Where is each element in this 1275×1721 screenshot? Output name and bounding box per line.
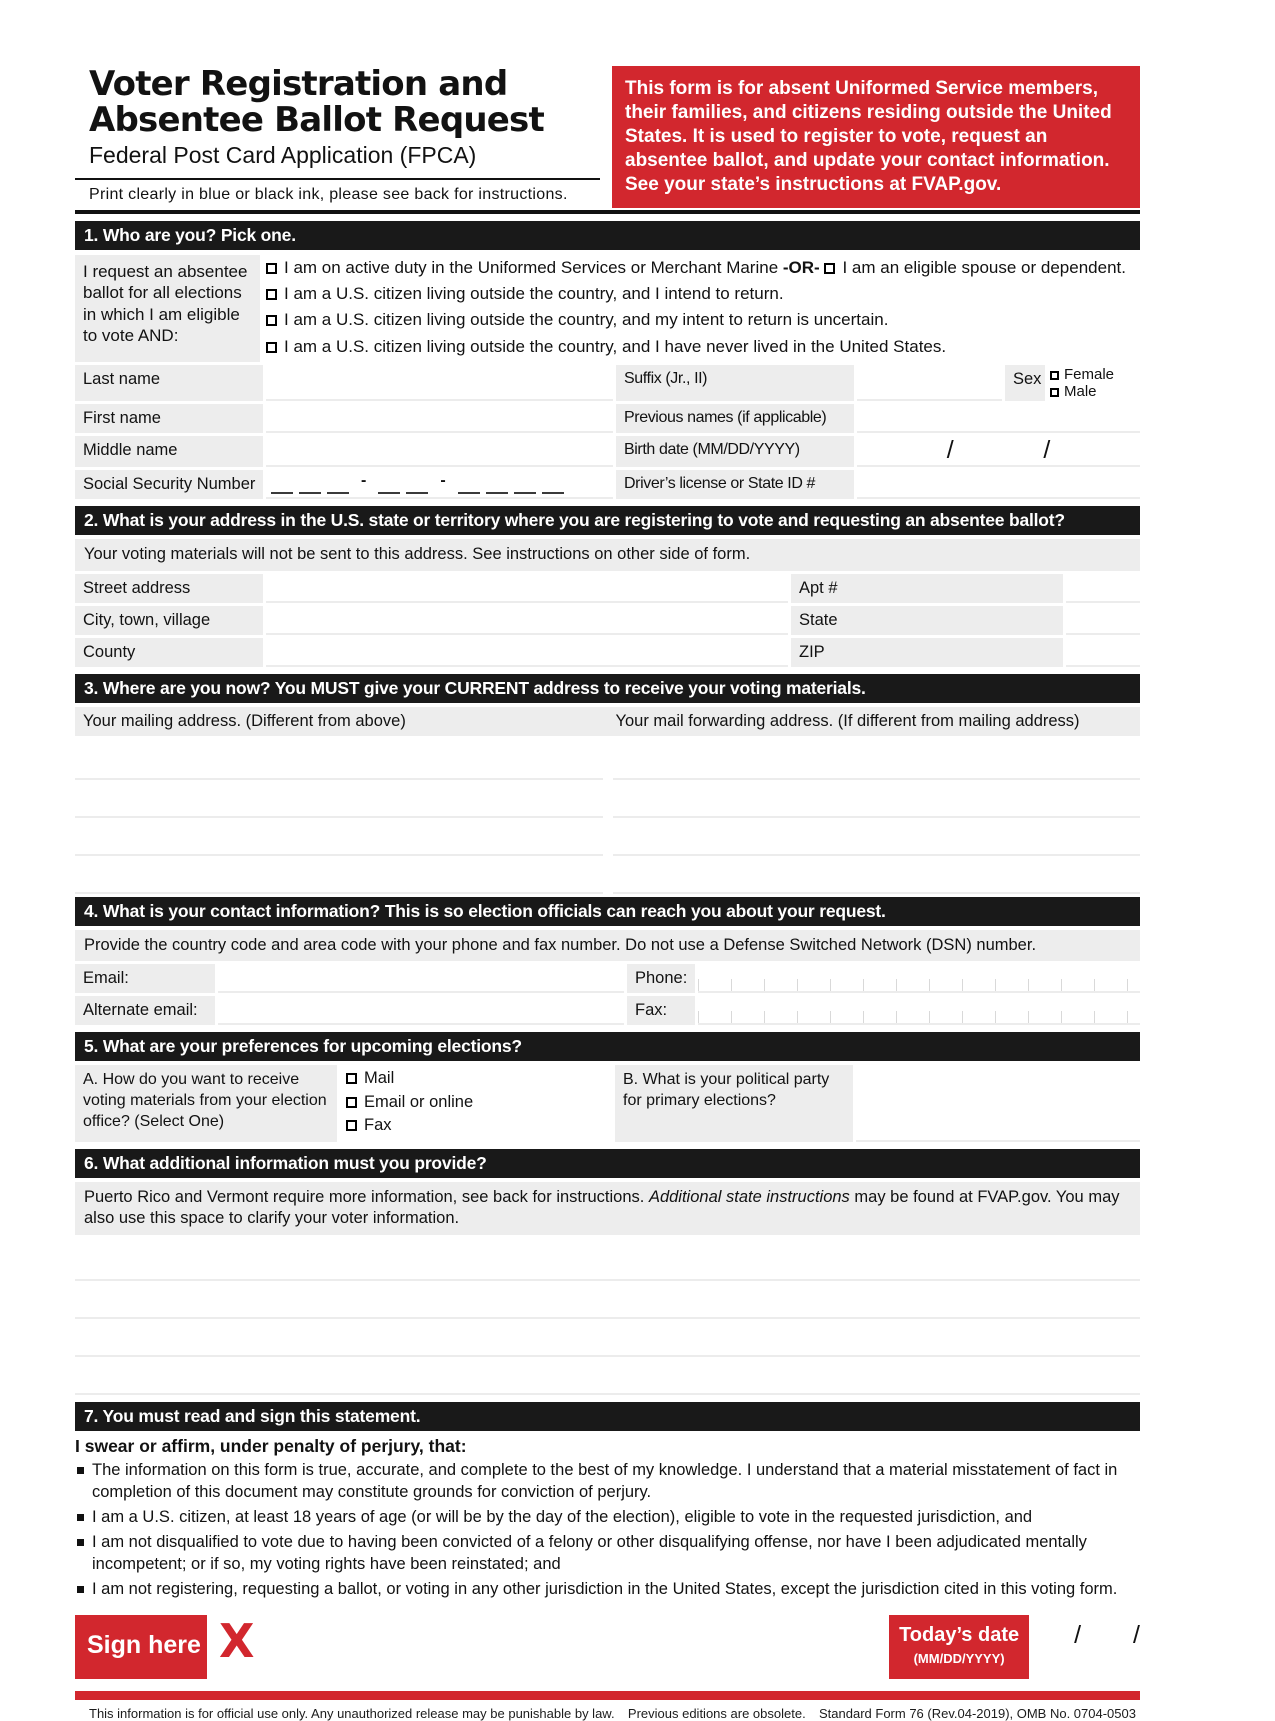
middle-name-label: Middle name xyxy=(75,436,263,467)
first-name-input[interactable] xyxy=(266,404,613,433)
state-label: State xyxy=(791,606,1063,635)
zip-label: ZIP xyxy=(791,638,1063,667)
signature-row xyxy=(75,1615,1140,1679)
write-line[interactable] xyxy=(75,854,603,856)
form-title xyxy=(75,66,600,139)
drivers-license-label: Driver’s license or State ID # xyxy=(616,470,854,499)
sex-options xyxy=(1048,365,1140,402)
section-2-heading: 2. What is your address in the U.S. state or territory where you are registering to vote and requesting an absentee ballot? xyxy=(75,506,1140,535)
ssn-input[interactable] xyxy=(266,470,613,499)
absentee-request-label: I request an absentee ballot for all elections in which I am eligible to vote AND: xyxy=(75,255,260,362)
footer-form-number: Standard Form 76 (Rev.04-2019), OMB No. 0704-0503 xyxy=(819,1705,1136,1721)
section-2-note: Your voting materials will not be sent to this address. See instructions on other side of form. xyxy=(75,539,1140,570)
sex-label: Sex xyxy=(1005,365,1045,402)
county-input[interactable] xyxy=(266,638,788,667)
contact-row-2 xyxy=(75,996,1140,1025)
who-are-you-options xyxy=(266,255,1140,362)
todays-date-label: Today’s date xyxy=(899,1623,1020,1646)
birth-date-input[interactable] xyxy=(857,436,1140,467)
header-divider xyxy=(75,210,1140,214)
signature-x-mark: X xyxy=(219,1613,255,1668)
city-label: City, town, village xyxy=(75,606,263,635)
checkbox-citizen-never-lived[interactable] xyxy=(266,342,277,353)
write-line[interactable] xyxy=(75,816,603,818)
date-slash: / xyxy=(1043,436,1051,465)
mailing-address-label: Your mailing address. (Different from above) xyxy=(83,711,406,730)
option-active-duty xyxy=(266,257,1140,278)
last-name-input[interactable] xyxy=(266,365,613,402)
section-7-heading: 7. You must read and sign this statement. xyxy=(75,1402,1140,1431)
form-header xyxy=(75,66,1140,208)
option-label: Fax xyxy=(364,1116,392,1135)
date-slash: / xyxy=(1074,1620,1082,1649)
or-label: -OR- xyxy=(782,257,820,277)
sign-here-badge: Sign here xyxy=(75,1615,207,1679)
female-label: Female xyxy=(1064,365,1115,383)
option-citizen-intend-return xyxy=(266,283,1140,304)
checkbox-female[interactable] xyxy=(1050,371,1059,380)
option-label: I am on active duty in the Uniformed Services or Merchant Marine xyxy=(284,257,779,277)
contact-row-1 xyxy=(75,964,1140,993)
checkbox-active-duty[interactable] xyxy=(266,263,277,274)
title-block xyxy=(75,66,600,208)
checkbox-mail[interactable] xyxy=(346,1073,357,1084)
write-line[interactable] xyxy=(75,1279,1140,1281)
section-5-heading: 5. What are your preferences for upcoming elections? xyxy=(75,1032,1140,1061)
delivery-method-options xyxy=(340,1065,612,1142)
section-3-column-labels xyxy=(75,707,1140,736)
suffix-input[interactable] xyxy=(857,365,1002,402)
email-input[interactable] xyxy=(218,964,624,993)
affirmation-list xyxy=(75,1460,1140,1601)
mailing-address-input[interactable] xyxy=(75,738,603,890)
name-row-4 xyxy=(75,470,1140,499)
drivers-license-input[interactable] xyxy=(857,470,1140,499)
street-address-label: Street address xyxy=(75,574,263,603)
first-name-label: First name xyxy=(75,404,263,433)
email-label: Email: xyxy=(75,964,215,993)
option-label: Mail xyxy=(364,1069,395,1088)
section-3-heading: 3. Where are you now? You MUST give your CURRENT address to receive your voting materials. xyxy=(75,674,1140,703)
write-line[interactable] xyxy=(613,816,1141,818)
section-5-body xyxy=(75,1065,1140,1142)
alternate-email-label: Alternate email: xyxy=(75,996,215,1025)
option-label: I am a U.S. citizen living outside the country, and my intent to return is uncertain. xyxy=(284,310,889,330)
previous-names-label: Previous names (if applicable) xyxy=(616,404,854,433)
previous-names-input[interactable] xyxy=(857,404,1140,433)
write-line[interactable] xyxy=(75,778,603,780)
todays-date-badge xyxy=(889,1615,1029,1679)
alternate-email-input[interactable] xyxy=(218,996,624,1025)
footer-official-use: This information is for official use only. Any unauthorized release may be punishable by law. xyxy=(89,1705,615,1721)
name-row-3 xyxy=(75,436,1140,467)
form-title-line2: Absentee Ballot Request xyxy=(89,100,544,141)
option-label: I am a U.S. citizen living outside the country, and I intend to return. xyxy=(284,284,784,303)
affirmation-item: I am not disqualified to vote due to having been convicted of a felony or other disqualifying offense, nor have I been adjudicated mentally incompetent; or if so, my voting rights have been reinstated; and xyxy=(75,1532,1140,1576)
forwarding-address-label: Your mail forwarding address. (If different from mailing address) xyxy=(615,711,1080,730)
zip-input[interactable] xyxy=(1066,638,1140,667)
fax-label: Fax: xyxy=(627,996,695,1025)
option-label: Email or online xyxy=(364,1092,474,1111)
note-italic-text: Additional state instructions xyxy=(648,1188,850,1206)
affirmation-item: I am not registering, requesting a ballot, or voting in any other jurisdiction in the United States, except the jurisdiction cited in this voting form. xyxy=(75,1579,1140,1601)
affirmation-item: I am a U.S. citizen, at least 18 years of age (or will be by the day of the election), eligible to vote in the requested jurisdiction, and xyxy=(75,1507,1140,1529)
option-citizen-never-lived xyxy=(266,336,1140,357)
state-input[interactable] xyxy=(1066,606,1140,635)
section-6-heading: 6. What additional information must you provide? xyxy=(75,1149,1140,1178)
section-3-write-area xyxy=(75,738,1140,890)
apt-label: Apt # xyxy=(791,574,1063,603)
section-1-body xyxy=(75,255,1140,362)
affirmation-item: The information on this form is true, accurate, and complete to the best of my knowledge. I understand that a material misstatement of fact in completion of this document may constitute grounds for conviction of perjury. xyxy=(75,1460,1140,1504)
note-text: Puerto Rico and Vermont require more information, see back for instructions. xyxy=(84,1188,649,1206)
checkbox-male[interactable] xyxy=(1050,388,1059,397)
political-party-label: B. What is your political party for primary elections? xyxy=(615,1065,853,1142)
checkbox-citizen-return-uncertain[interactable] xyxy=(266,315,277,326)
note-text: may be found at FVAP.gov. You may also use this space to clarify your voter information. xyxy=(84,1188,1120,1228)
write-line[interactable] xyxy=(75,1317,1140,1319)
print-instructions: Print clearly in blue or black ink, please see back for instructions. xyxy=(89,185,568,203)
write-line[interactable] xyxy=(75,892,603,894)
footer-red-bar xyxy=(75,1691,1140,1700)
political-party-input[interactable] xyxy=(856,1065,1140,1142)
option-citizen-return-uncertain xyxy=(266,309,1140,330)
section-1-heading: 1. Who are you? Pick one. xyxy=(75,221,1140,250)
forwarding-address-input[interactable] xyxy=(613,738,1141,890)
apt-input[interactable] xyxy=(1066,574,1140,603)
todays-date-input[interactable] xyxy=(1029,1615,1140,1650)
address-row-2 xyxy=(75,606,1140,635)
phone-label: Phone: xyxy=(627,964,695,993)
section-6-note xyxy=(75,1182,1140,1235)
affirmation-intro: I swear or affirm, under penalty of perjury, that: xyxy=(75,1435,467,1456)
address-row-1 xyxy=(75,574,1140,603)
fpca-form xyxy=(75,0,1140,1721)
city-input[interactable] xyxy=(266,606,788,635)
section-4-note: Provide the country code and area code with your phone and fax number. Do not use a Defense Switched Network (DSN) number. xyxy=(75,930,1140,961)
checkbox-email-online[interactable] xyxy=(346,1097,357,1108)
form-title-line1: Voter Registration and xyxy=(89,64,508,104)
male-label: Male xyxy=(1064,383,1097,400)
county-label: County xyxy=(75,638,263,667)
write-line[interactable] xyxy=(75,1393,1140,1395)
write-line[interactable] xyxy=(613,778,1141,780)
option-label: I am an eligible spouse or dependent. xyxy=(842,257,1126,277)
birth-date-label: Birth date (MM/DD/YYYY) xyxy=(616,436,854,467)
option-label: I am a U.S. citizen living outside the country, and I have never lived in the United States. xyxy=(284,336,947,356)
ssn-dash: - xyxy=(440,471,446,489)
date-slash: / xyxy=(1133,1620,1140,1649)
address-row-3 xyxy=(75,638,1140,667)
write-line[interactable] xyxy=(613,854,1141,856)
form-purpose-notice: This form is for absent Uniformed Service members, their families, and citizens residing outside the United States. It is used to register to vote, request an absentee ballot, and update your contact information. See your state’s instructions at FVAP.gov. xyxy=(612,66,1140,208)
additional-info-write-area[interactable] xyxy=(75,1279,1140,1395)
date-format-label: (MM/DD/YYYY) xyxy=(913,1650,1005,1666)
date-slash: / xyxy=(946,436,954,465)
footer-previous-editions: Previous editions are obsolete. xyxy=(627,1705,806,1721)
ssn-label: Social Security Number xyxy=(75,470,263,499)
option-mail xyxy=(346,1068,606,1089)
name-row-1 xyxy=(75,365,1140,402)
phone-input[interactable] xyxy=(698,964,1140,993)
write-line[interactable] xyxy=(613,892,1141,894)
middle-name-input[interactable] xyxy=(266,436,613,467)
checkbox-fax[interactable] xyxy=(346,1120,357,1131)
delivery-method-label: A. How do you want to receive voting materials from your election office? (Select One) xyxy=(75,1065,337,1142)
form-footer xyxy=(75,1706,1140,1721)
ssn-dash: - xyxy=(361,471,367,489)
checkbox-spouse-dependent[interactable] xyxy=(824,263,835,274)
street-address-input[interactable] xyxy=(266,574,788,603)
option-email-online xyxy=(346,1092,606,1113)
write-line[interactable] xyxy=(75,1355,1140,1357)
form-subtitle: Federal Post Card Application (FPCA) xyxy=(89,141,477,168)
checkbox-citizen-intend-return[interactable] xyxy=(266,289,277,300)
fax-input[interactable] xyxy=(698,996,1140,1025)
last-name-label: Last name xyxy=(75,365,263,402)
section-4-heading: 4. What is your contact information? This is so election officials can reach you about your request. xyxy=(75,897,1140,926)
option-fax xyxy=(346,1115,606,1136)
suffix-label: Suffix (Jr., II) xyxy=(616,365,854,402)
name-row-2 xyxy=(75,404,1140,433)
